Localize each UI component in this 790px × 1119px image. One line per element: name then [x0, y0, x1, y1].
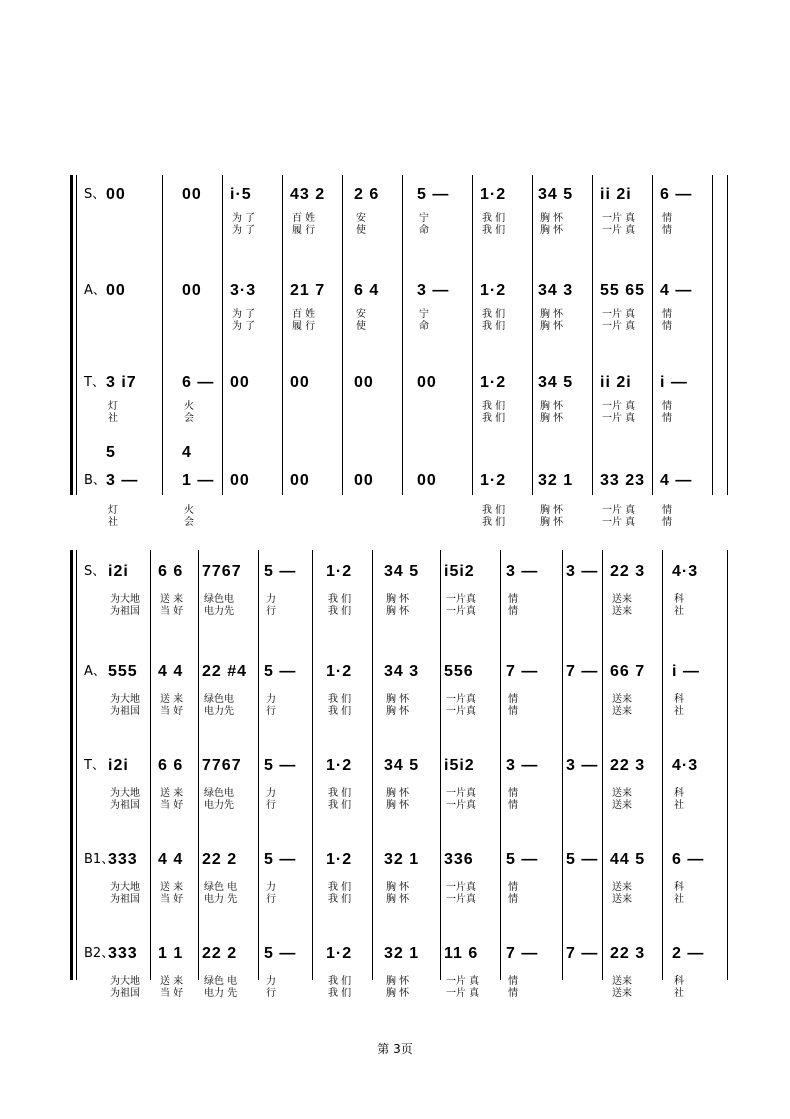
note-group: 00 — [182, 186, 202, 203]
lyric-syllable: 我 们 — [328, 800, 352, 811]
lyric-syllable: 安 — [356, 213, 366, 224]
lyric-syllable: 一片 真 — [446, 988, 480, 999]
note-group: 34 5 — [384, 563, 420, 580]
note-group: 11 6 — [444, 945, 479, 962]
lyric-syllable: 电力先 — [204, 606, 234, 617]
note-group: 21 7 — [290, 282, 326, 299]
note-group: 3 — — [417, 282, 450, 299]
lyric-syllable: 一片真 — [446, 894, 476, 905]
lyric-syllable: 情 — [662, 505, 672, 516]
note-group: 4 — — [660, 472, 693, 489]
lyric-syllable: 胸 怀 — [540, 505, 564, 516]
note-group: 34 5 — [538, 186, 574, 203]
lyric-syllable: 一片真 — [446, 594, 476, 605]
note-group: 333 — [108, 945, 138, 962]
note-group: 1·2 — [480, 282, 507, 299]
lyric-syllable: 送来 — [612, 788, 632, 799]
voice-part-row — [72, 660, 732, 684]
lyric-syllable: 情 — [662, 321, 672, 332]
lyric-syllable: 我 们 — [328, 788, 352, 799]
lyric-syllable: 情 — [662, 401, 672, 412]
note-group: 00 — [290, 472, 310, 489]
note-group: 34 5 — [384, 757, 420, 774]
lyric-syllable: 胸 怀 — [540, 413, 564, 424]
lyric-syllable: 我 们 — [328, 882, 352, 893]
lyric-syllable: 电力 先 — [204, 894, 238, 905]
lyric-syllable: 胸 怀 — [386, 706, 410, 717]
score-system-1 — [72, 175, 732, 528]
lyric-syllable: 为大地 — [110, 882, 140, 893]
lyric-syllable: 情 — [508, 894, 518, 905]
lyric-syllable: 送来 — [612, 694, 632, 705]
note-group: 3 i7 — [106, 374, 137, 391]
lyric-syllable: 一片 真 — [602, 505, 636, 516]
lyric-syllable: 行 — [266, 988, 276, 999]
note-group: 2 6 — [354, 186, 380, 203]
lyric-syllable: 我 们 — [482, 505, 506, 516]
note-group: 5 — — [417, 186, 450, 203]
note-group: 1·2 — [480, 374, 507, 391]
note-group: 00 — [354, 374, 374, 391]
lyric-syllable: 送来 — [612, 800, 632, 811]
lyric-syllable: 我 们 — [328, 976, 352, 987]
lyric-syllable: 灯 — [108, 401, 118, 412]
score-system-2 — [72, 550, 732, 999]
note-group: 5 — — [264, 945, 297, 962]
lyric-syllable: 力 — [266, 976, 276, 987]
lyric-syllable: 一片真 — [446, 882, 476, 893]
lyric-syllable: 胸 怀 — [540, 309, 564, 320]
lyric-syllable: 送来 — [612, 882, 632, 893]
lyric-syllable: 我 们 — [328, 606, 352, 617]
lyric-syllable: 灯 — [108, 505, 118, 516]
note-group: 3·3 — [230, 282, 257, 299]
note-group: 5 — — [264, 757, 297, 774]
note-group: 5 — — [264, 851, 297, 868]
lyric-syllable: 我 们 — [328, 694, 352, 705]
note-group: i·5 — [230, 186, 252, 203]
note-group: 6 6 — [158, 757, 184, 774]
note-group: 22 2 — [202, 945, 238, 962]
lyric-syllable: 社 — [674, 606, 684, 617]
lyric-syllable: 胸 怀 — [540, 225, 564, 236]
lyric-syllable: 胸 怀 — [386, 882, 410, 893]
voice-part-label: A、 — [84, 283, 106, 298]
lyric-syllable: 送来 — [612, 606, 632, 617]
note-group: 4 — [182, 444, 192, 461]
lyric-syllable: 科 — [674, 594, 684, 605]
lyric-syllable: 绿色 电 — [204, 976, 238, 987]
note-group: 66 7 — [610, 663, 646, 680]
note-group: 3 — — [106, 472, 139, 489]
note-group: 7 — — [506, 663, 539, 680]
lyric-syllable: 一片 真 — [602, 309, 636, 320]
note-group: 00 — [230, 374, 250, 391]
voice-part-label: B2、 — [84, 946, 115, 961]
lyric-syllable: 我 们 — [328, 706, 352, 717]
note-group: 1·2 — [480, 472, 507, 489]
lyric-syllable: 当 好 — [160, 894, 184, 905]
note-group: 34 5 — [538, 374, 574, 391]
lyric-syllable: 送 来 — [160, 788, 184, 799]
lyric-syllable: 电力先 — [204, 800, 234, 811]
lyric-syllable: 绿色电 — [204, 788, 234, 799]
lyric-syllable: 情 — [662, 413, 672, 424]
lyric-syllable: 社 — [108, 517, 118, 528]
note-group: 5 — — [264, 563, 297, 580]
lyric-syllable: 绿色电 — [204, 694, 234, 705]
lyric-syllable: 胸 怀 — [386, 976, 410, 987]
lyric-syllable: 使 — [356, 225, 366, 236]
lyric-syllable: 科 — [674, 976, 684, 987]
note-group: 00 — [417, 472, 437, 489]
lyric-syllable: 会 — [184, 413, 194, 424]
lyric-syllable: 会 — [184, 517, 194, 528]
note-group: 32 1 — [538, 472, 574, 489]
note-group: i2i — [108, 757, 129, 774]
lyric-syllable: 送来 — [612, 594, 632, 605]
note-group: i5i2 — [444, 757, 475, 774]
lyric-syllable: 一片真 — [446, 706, 476, 717]
lyric-syllable: 火 — [184, 505, 194, 516]
note-group: 00 — [182, 282, 202, 299]
voice-part-row — [72, 441, 732, 465]
note-group: i2i — [108, 563, 129, 580]
lyric-syllable: 我 们 — [482, 517, 506, 528]
lyric-syllable: 情 — [662, 213, 672, 224]
note-group: 00 — [106, 282, 126, 299]
lyric-syllable: 为祖国 — [110, 988, 140, 999]
note-group: ii 2i — [600, 186, 632, 203]
lyric-syllable: 胸 怀 — [540, 213, 564, 224]
note-group: 22 3 — [610, 757, 646, 774]
note-group: 7 — — [566, 663, 599, 680]
note-group: 556 — [444, 663, 474, 680]
note-group: 32 1 — [384, 851, 420, 868]
note-group: 43 2 — [290, 186, 326, 203]
note-group: 7 — — [566, 945, 599, 962]
note-group: 33 23 — [600, 472, 646, 489]
lyric-syllable: 一片真 — [446, 694, 476, 705]
lyric-syllable: 我 们 — [482, 401, 506, 412]
lyric-syllable: 一片 真 — [446, 976, 480, 987]
lyric-syllable: 为祖国 — [110, 606, 140, 617]
lyric-syllable: 力 — [266, 788, 276, 799]
lyric-syllable: 情 — [662, 517, 672, 528]
voice-part-row — [72, 371, 732, 395]
lyric-syllable: 一片真 — [446, 606, 476, 617]
lyric-syllable: 安 — [356, 309, 366, 320]
note-group: 5 — [106, 444, 116, 461]
note-group: 7767 — [202, 757, 242, 774]
lyric-syllable: 情 — [508, 594, 518, 605]
lyric-syllable: 胸 怀 — [386, 988, 410, 999]
lyric-syllable: 我 们 — [328, 988, 352, 999]
lyric-syllable: 为 了 — [232, 321, 256, 332]
voice-part-row — [72, 183, 732, 207]
note-group: 333 — [108, 851, 138, 868]
lyric-syllable: 社 — [674, 800, 684, 811]
lyric-syllable: 使 — [356, 321, 366, 332]
lyric-syllable: 为 了 — [232, 213, 256, 224]
lyric-syllable: 宁 — [419, 309, 429, 320]
lyric-syllable: 一片 真 — [602, 401, 636, 412]
page-number: 第 3页 — [377, 1042, 413, 1056]
lyric-syllable: 我 们 — [328, 594, 352, 605]
note-group: 6 — — [660, 186, 693, 203]
voice-part-row — [72, 754, 732, 778]
note-group: 22 3 — [610, 945, 646, 962]
lyric-syllable: 行 — [266, 706, 276, 717]
note-group: 00 — [106, 186, 126, 203]
lyric-syllable: 百 姓 — [292, 213, 316, 224]
lyric-syllable: 力 — [266, 882, 276, 893]
note-group: 4·3 — [672, 757, 699, 774]
lyric-syllable: 胸 怀 — [540, 401, 564, 412]
note-group: 22 #4 — [202, 663, 248, 680]
lyric-syllable: 力 — [266, 694, 276, 705]
lyric-syllable: 胸 怀 — [386, 894, 410, 905]
lyric-syllable: 为祖国 — [110, 706, 140, 717]
lyric-syllable: 情 — [662, 309, 672, 320]
lyric-syllable: 我 们 — [482, 309, 506, 320]
note-group: 22 2 — [202, 851, 238, 868]
lyric-syllable: 送来 — [612, 894, 632, 905]
lyric-syllable: 一片 真 — [602, 413, 636, 424]
note-group: 2 — — [672, 945, 705, 962]
note-group: 1·2 — [326, 757, 353, 774]
note-group: 1·2 — [326, 945, 353, 962]
lyric-syllable: 力 — [266, 594, 276, 605]
lyric-syllable: 送来 — [612, 976, 632, 987]
lyric-syllable: 我 们 — [328, 894, 352, 905]
lyric-syllable: 科 — [674, 882, 684, 893]
voice-part-row — [72, 848, 732, 872]
lyric-syllable: 胸 怀 — [540, 321, 564, 332]
note-group: 1·2 — [326, 851, 353, 868]
lyric-syllable: 社 — [674, 894, 684, 905]
note-group: 6 — — [182, 374, 215, 391]
note-group: 4 4 — [158, 851, 184, 868]
lyric-syllable: 送来 — [612, 706, 632, 717]
lyric-syllable: 电力先 — [204, 706, 234, 717]
lyric-syllable: 社 — [108, 413, 118, 424]
note-group: 6 6 — [158, 563, 184, 580]
note-group: 1·2 — [480, 186, 507, 203]
lyric-syllable: 送 来 — [160, 594, 184, 605]
note-group: 4 — — [660, 282, 693, 299]
lyric-syllable: 胸 怀 — [386, 788, 410, 799]
note-group: 00 — [290, 374, 310, 391]
lyric-syllable: 送来 — [612, 988, 632, 999]
lyric-syllable: 我 们 — [482, 225, 506, 236]
lyric-syllable: 科 — [674, 694, 684, 705]
lyric-syllable: 绿色 电 — [204, 882, 238, 893]
note-group: 22 3 — [610, 563, 646, 580]
note-group: 6 — — [672, 851, 705, 868]
lyric-syllable: 胸 怀 — [386, 606, 410, 617]
note-group: 34 3 — [384, 663, 420, 680]
lyric-syllable: 当 好 — [160, 606, 184, 617]
lyric-syllable: 情 — [508, 606, 518, 617]
voice-part-label: S、 — [84, 187, 106, 202]
lyric-syllable: 胸 怀 — [386, 594, 410, 605]
lyric-syllable: 一片 真 — [602, 213, 636, 224]
lyric-syllable: 命 — [419, 321, 429, 332]
lyric-syllable: 胸 怀 — [386, 694, 410, 705]
lyric-syllable: 一片 真 — [602, 517, 636, 528]
note-group: 3 — — [566, 757, 599, 774]
lyric-syllable: 一片真 — [446, 800, 476, 811]
note-group: 6 4 — [354, 282, 380, 299]
voice-part-row — [72, 469, 732, 493]
lyric-syllable: 绿色电 — [204, 594, 234, 605]
voice-part-label: B、 — [84, 473, 106, 488]
note-group: 5 — — [506, 851, 539, 868]
voice-part-label: B1、 — [84, 852, 115, 867]
lyric-syllable: 社 — [674, 706, 684, 717]
note-group: ii 2i — [600, 374, 632, 391]
lyric-syllable: 为祖国 — [110, 894, 140, 905]
note-group: 32 1 — [384, 945, 420, 962]
note-group: 3 — — [566, 563, 599, 580]
note-group: 4·3 — [672, 563, 699, 580]
note-group: 336 — [444, 851, 474, 868]
lyric-syllable: 行 — [266, 894, 276, 905]
lyric-syllable: 情 — [508, 788, 518, 799]
lyric-syllable: 履 行 — [292, 321, 316, 332]
lyric-syllable: 履 行 — [292, 225, 316, 236]
note-group: 00 — [354, 472, 374, 489]
lyric-syllable: 为 了 — [232, 225, 256, 236]
note-group: i — — [672, 663, 700, 680]
lyric-syllable: 胸 怀 — [540, 517, 564, 528]
note-group: 1·2 — [326, 563, 353, 580]
lyric-syllable: 胸 怀 — [386, 800, 410, 811]
lyric-syllable: 情 — [508, 694, 518, 705]
lyric-syllable: 为大地 — [110, 788, 140, 799]
lyric-syllable: 当 好 — [160, 800, 184, 811]
note-group: 5 — — [264, 663, 297, 680]
voice-part-row — [72, 279, 732, 303]
lyric-syllable: 送 来 — [160, 976, 184, 987]
voice-part-label: T、 — [84, 758, 105, 773]
lyric-syllable: 当 好 — [160, 988, 184, 999]
lyric-syllable: 我 们 — [482, 321, 506, 332]
lyric-syllable: 为大地 — [110, 694, 140, 705]
note-group: 00 — [417, 374, 437, 391]
lyric-syllable: 当 好 — [160, 706, 184, 717]
note-group: i5i2 — [444, 563, 475, 580]
voice-part-label: S、 — [84, 564, 106, 579]
note-group: 7 — — [506, 945, 539, 962]
note-group: i — — [660, 374, 688, 391]
lyric-syllable: 我 们 — [482, 213, 506, 224]
voice-part-row — [72, 560, 732, 584]
lyric-syllable: 情 — [508, 976, 518, 987]
lyric-syllable: 为祖国 — [110, 800, 140, 811]
voice-part-row — [72, 942, 732, 966]
lyric-syllable: 情 — [508, 706, 518, 717]
note-group: 55 65 — [600, 282, 646, 299]
lyric-syllable: 命 — [419, 225, 429, 236]
voice-part-label: A、 — [84, 664, 106, 679]
lyric-syllable: 情 — [508, 988, 518, 999]
lyric-syllable: 火 — [184, 401, 194, 412]
lyric-syllable: 情 — [508, 882, 518, 893]
lyric-syllable: 送 来 — [160, 882, 184, 893]
lyric-syllable: 一片真 — [446, 788, 476, 799]
lyric-syllable: 社 — [674, 988, 684, 999]
note-group: 5 — — [566, 851, 599, 868]
note-group: 34 3 — [538, 282, 574, 299]
note-group: 7767 — [202, 563, 242, 580]
lyric-syllable: 百 姓 — [292, 309, 316, 320]
lyric-syllable: 一片 真 — [602, 321, 636, 332]
lyric-syllable: 情 — [508, 800, 518, 811]
note-group: 44 5 — [610, 851, 646, 868]
lyric-syllable: 为大地 — [110, 976, 140, 987]
note-group: 1·2 — [326, 663, 353, 680]
lyric-syllable: 科 — [674, 788, 684, 799]
lyric-syllable: 行 — [266, 606, 276, 617]
note-group: 3 — — [506, 563, 539, 580]
lyric-syllable: 送 来 — [160, 694, 184, 705]
lyric-syllable: 宁 — [419, 213, 429, 224]
note-group: 1 1 — [158, 945, 184, 962]
lyric-syllable: 电力 先 — [204, 988, 238, 999]
lyric-syllable: 情 — [662, 225, 672, 236]
note-group: 1 — — [182, 472, 215, 489]
lyric-syllable: 为大地 — [110, 594, 140, 605]
lyric-syllable: 行 — [266, 800, 276, 811]
lyric-syllable: 一片 真 — [602, 225, 636, 236]
lyric-syllable: 为 了 — [232, 309, 256, 320]
note-group: 555 — [108, 663, 138, 680]
note-group: 4 4 — [158, 663, 184, 680]
voice-part-label: T、 — [84, 375, 105, 390]
note-group: 3 — — [506, 757, 539, 774]
note-group: 00 — [230, 472, 250, 489]
lyric-syllable: 我 们 — [482, 413, 506, 424]
